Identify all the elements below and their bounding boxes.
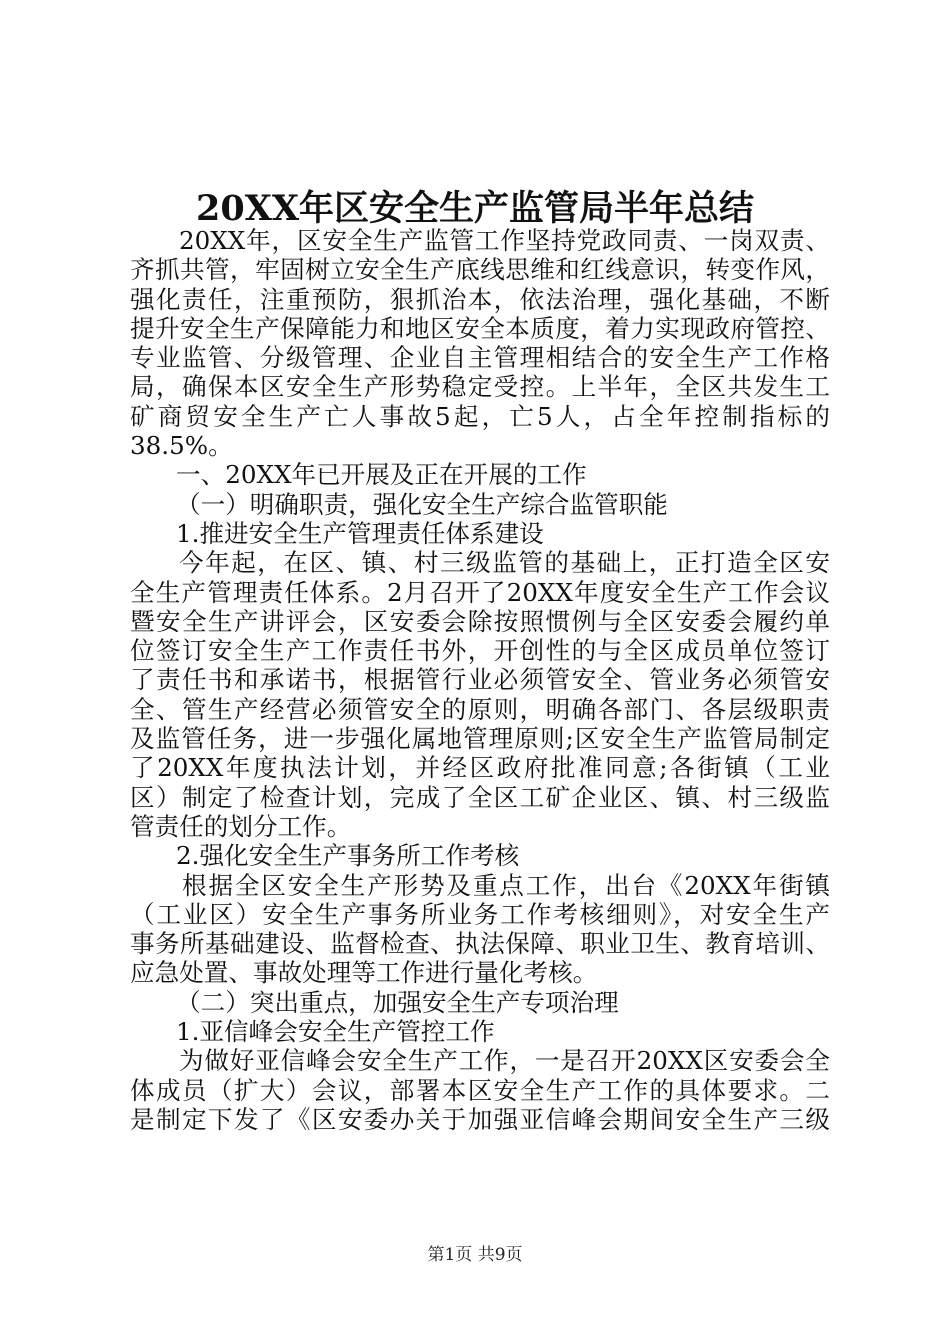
- page-footer: 第1页 共9页: [427, 1245, 523, 1265]
- paragraph-line: 事务所基础建设、监督检查、执法保障、职业卫生、教育培训、: [130, 929, 830, 959]
- item-heading: 2.强化安全生产事务所工作考核: [176, 841, 520, 871]
- paragraph-line: 根据全区安全生产形势及重点工作，出台《20XX年街镇: [182, 870, 830, 900]
- document-title: 20XX年区安全生产监管局半年总结: [195, 188, 755, 229]
- paragraph-line: （工业区）安全生产事务所业务工作考核细则》，对安全生产: [130, 899, 830, 929]
- paragraph-line: 38.5%。: [130, 431, 233, 461]
- paragraph-line: 今年起，在区、镇、村三级监管的基础上，正打造全区安: [179, 548, 830, 578]
- subsection-heading: （一）明确职责，强化安全生产综合监管职能: [176, 489, 668, 519]
- paragraph-line: 应急处置、事故处理等工作进行量化考核。: [130, 958, 598, 988]
- document-body: [130, 226, 830, 1134]
- paragraph-line: 专业监管、分级管理、企业自主管理相结合的安全生产工作格: [130, 343, 830, 373]
- paragraph-line: 体成员（扩大）会议，部署本区安全生产工作的具体要求。二: [130, 1075, 830, 1105]
- paragraph-line: 全生产管理责任体系。2月召开了20XX年度安全生产工作会议: [130, 577, 830, 607]
- paragraph-line: 管责任的划分工作。: [130, 811, 352, 841]
- paragraph-line: 全、管生产经营必须管安全的原则，明确各部门、各层级职责: [130, 694, 830, 724]
- paragraph-line: 是制定下发了《区安委办关于加强亚信峰会期间安全生产三级: [130, 1104, 830, 1134]
- paragraph-line: 矿商贸安全生产亡人事故5起，亡5人，占全年控制指标的: [130, 401, 830, 431]
- paragraph-line: 局，确保本区安全生产形势稳定受控。上半年，全区共发生工: [130, 372, 830, 402]
- paragraph-line: 齐抓共管，牢固树立安全生产底线思维和红线意识，转变作风，: [130, 255, 830, 285]
- item-heading: 1.亚信峰会安全生产管控工作: [176, 1017, 495, 1047]
- paragraph-line: 暨安全生产讲评会，区安委会除按照惯例与全区安委会履约单: [130, 606, 830, 636]
- paragraph-line: 位签订安全生产工作责任书外，开创性的与全区成员单位签订: [130, 636, 830, 666]
- paragraph-line: 为做好亚信峰会安全生产工作，一是召开20XX区安委会全: [179, 1046, 830, 1076]
- paragraph-line: 了责任书和承诺书，根据管行业必须管安全、管业务必须管安: [130, 665, 830, 695]
- paragraph-line: 了20XX年度执法计划，并经区政府批准同意;各街镇（工业: [130, 753, 830, 783]
- paragraph-line: 强化责任，注重预防，狠抓治本，依法治理，强化基础，不断: [130, 284, 830, 314]
- paragraph-line: 提升安全生产保障能力和地区安全本质度，着力实现政府管控、: [130, 313, 830, 343]
- paragraph-line: 及监管任务，进一步强化属地管理原则;区安全生产监管局制定: [130, 724, 830, 754]
- paragraph-line: 区）制定了检查计划，完成了全区工矿企业区、镇、村三级监: [130, 782, 830, 812]
- item-heading: 1.推进安全生产管理责任体系建设: [176, 518, 544, 548]
- paragraph-line: 20XX年，区安全生产监管工作坚持党政同责、一岗双责、: [179, 226, 830, 255]
- section-heading: 一、20XX年已开展及正在开展的工作: [176, 460, 587, 490]
- subsection-heading: （二）突出重点，加强安全生产专项治理: [176, 987, 619, 1017]
